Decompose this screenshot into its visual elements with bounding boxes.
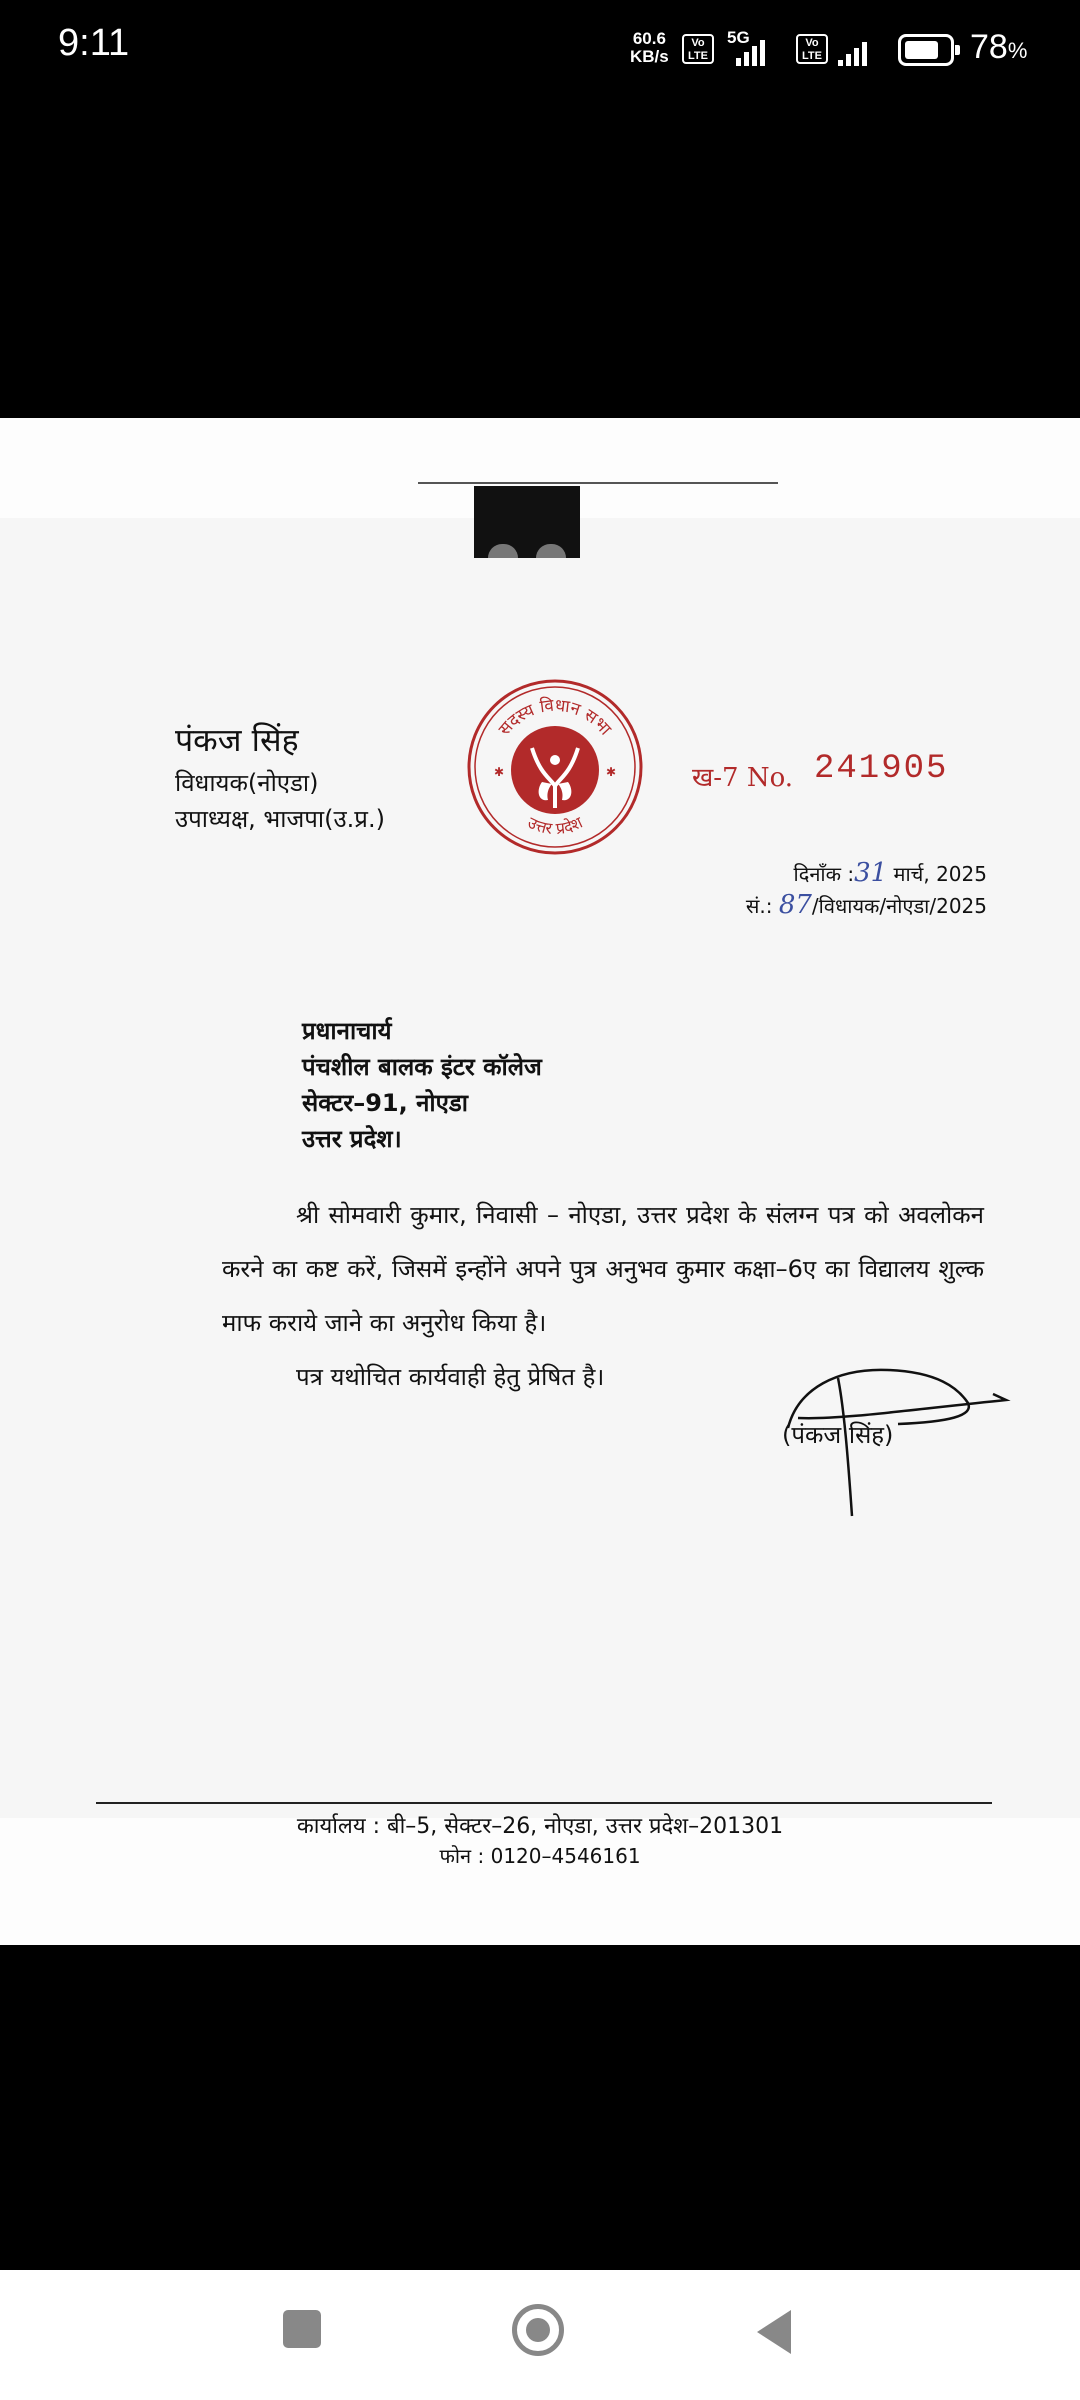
network-speed-value: 60.6 bbox=[632, 29, 666, 48]
recipient-line-4: उत्तर प्रदेश। bbox=[302, 1125, 402, 1153]
document-image[interactable] bbox=[0, 418, 1080, 1945]
status-bar bbox=[0, 0, 1080, 100]
signal-icon bbox=[736, 36, 765, 66]
network-type: 5G bbox=[727, 28, 750, 47]
reference-rest: /विधायक/नोएडा/2025 bbox=[811, 894, 987, 918]
signal-icon-sim2 bbox=[838, 36, 867, 66]
date-handwritten-day: 31 bbox=[854, 858, 888, 888]
battery-percent: 78% bbox=[970, 28, 1028, 66]
recipient-line-3: सेक्टर–91, नोएडा bbox=[302, 1089, 468, 1117]
svg-text:उत्तर प्रदेश: उत्तर प्रदेश bbox=[524, 812, 586, 839]
recent-apps-icon[interactable] bbox=[283, 2310, 321, 2348]
sender-title-1: विधायक(नोएडा) bbox=[175, 769, 319, 797]
recipient-line-2: पंचशील बालक इंटर कॉलेज bbox=[302, 1053, 542, 1081]
network-speed-unit: KB/s bbox=[630, 47, 669, 66]
assembly-seal-icon bbox=[466, 678, 644, 856]
binder-clip bbox=[474, 486, 580, 558]
volte-icon: Vo LTE bbox=[682, 34, 714, 64]
svg-text:✱: ✱ bbox=[606, 765, 617, 779]
network-speed bbox=[630, 30, 669, 66]
status-time: 9:11 bbox=[58, 22, 130, 64]
sender-title-2: उपाध्यक्ष, भाजपा(उ.प्र.) bbox=[175, 805, 385, 833]
registration-prefix: ख-7 No. bbox=[692, 763, 794, 793]
body-paragraph-2: पत्र यथोचित कार्यवाही हेतु प्रेषित है। bbox=[296, 1363, 605, 1391]
footer-rule bbox=[96, 1802, 992, 1804]
navigation-bar bbox=[0, 2270, 1080, 2400]
registration-number: 241905 bbox=[814, 750, 949, 788]
home-icon[interactable] bbox=[512, 2304, 564, 2356]
footer-address: कार्यालय : बी–5, सेक्टर–26, नोएडा, उत्तर प्रदेश–201301 bbox=[296, 1814, 784, 1839]
sender-name: पंकज सिंह bbox=[175, 721, 299, 759]
recipient-line-1: प्रधानाचार्य bbox=[302, 1017, 392, 1045]
letter-reference bbox=[746, 890, 987, 920]
date-label: दिनाँक : bbox=[793, 862, 855, 886]
back-icon[interactable] bbox=[757, 2310, 791, 2354]
recipient-address bbox=[302, 1013, 542, 1157]
date-rest: मार्च, 2025 bbox=[893, 862, 987, 886]
svg-text:सदस्य विधान सभा: सदस्य विधान सभा bbox=[494, 695, 616, 740]
battery-icon bbox=[898, 34, 954, 66]
footer-phone: फोन : 0120–4546161 bbox=[439, 1844, 641, 1868]
volte-icon-sim2: Vo LTE bbox=[796, 34, 828, 64]
reference-handwritten-number: 87 bbox=[778, 890, 812, 920]
svg-text:✱: ✱ bbox=[494, 765, 505, 779]
letter-date bbox=[794, 858, 987, 888]
signature-name: (पंकज सिंह) bbox=[782, 1421, 894, 1449]
reference-label: सं.: bbox=[745, 894, 773, 918]
body-paragraph-1: श्री सोमवारी कुमार, निवासी – नोएडा, उत्तर प्रदेश के संलग्न पत्र को अवलोकन करने का कष्ट करें, जिसमें इन्होंने अपने पुत्र अनुभव कुमार कक्षा–6ए का विद्यालय शुल्क माफ कराये जाने का अनुरोध किया है। bbox=[222, 1201, 984, 1337]
top-rule bbox=[418, 482, 778, 484]
